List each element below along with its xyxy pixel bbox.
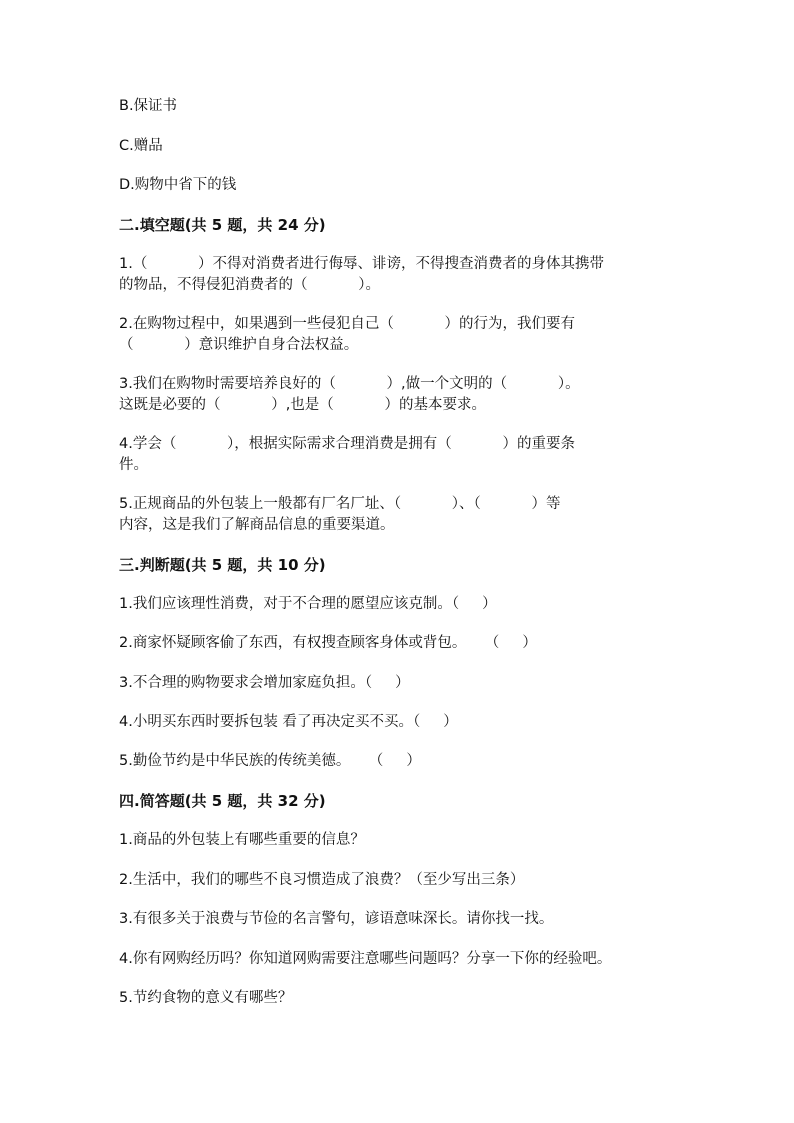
- section-heading-true-false: 三.判断题(共 5 题，共 10 分): [119, 556, 326, 574]
- fill-question-1-line-2: 的物品，不得侵犯消费者的（ ）。: [119, 277, 380, 293]
- short-question-4: 4.你有网购经历吗？你知道网购需要注意哪些问题吗？分享一下你的经验吧。: [119, 951, 612, 967]
- short-question-5: 5.节约食物的意义有哪些？: [119, 990, 293, 1006]
- fill-question-4-line-2: 件。: [119, 457, 148, 473]
- choice-option-d: D.购物中省下的钱: [119, 177, 237, 193]
- fill-question-5-line-2: 内容，这是我们了解商品信息的重要渠道。: [119, 517, 395, 533]
- judge-question-4: 4.小明买东西时要拆包装 看了再决定买不买。（ ）: [119, 714, 458, 730]
- section-heading-short-answer: 四.简答题(共 5 题，共 32 分): [119, 792, 326, 810]
- section-heading-fill-in: 二.填空题(共 5 题，共 24 分): [119, 216, 326, 234]
- fill-question-2-line-2: （ ）意识维护自身合法权益。: [119, 337, 359, 353]
- short-question-2: 2.生活中，我们的哪些不良习惯造成了浪费？（至少写出三条）: [119, 872, 525, 888]
- judge-question-1: 1.我们应该理性消费，对于不合理的愿望应该克制。（ ）: [119, 596, 497, 612]
- short-question-3: 3.有很多关于浪费与节俭的名言警句，谚语意味深长。请你找一找。: [119, 911, 554, 927]
- judge-question-2: 2.商家怀疑顾客偷了东西，有权搜查顾客身体或背包。 （ ）: [119, 635, 537, 651]
- choice-option-b: B.保证书: [119, 98, 178, 114]
- short-question-1: 1.商品的外包装上有哪些重要的信息？: [119, 832, 365, 848]
- fill-question-1-line-1: 1.（ ）不得对消费者进行侮辱、诽谤，不得搜查消费者的身体其携带: [119, 256, 605, 272]
- fill-question-3-line-1: 3.我们在购物时需要培养良好的（ ）,做一个文明的（ ）。: [119, 376, 580, 392]
- judge-question-3: 3.不合理的购物要求会增加家庭负担。（ ）: [119, 675, 410, 691]
- fill-question-4-line-1: 4.学会（ ），根据实际需求合理消费是拥有（ ）的重要条: [119, 436, 575, 452]
- fill-question-3-line-2: 这既是必要的（ ）,也是（ ）的基本要求。: [119, 397, 487, 413]
- choice-option-c: C.赠品: [119, 138, 163, 154]
- judge-question-5: 5.勤俭节约是中华民族的传统美德。 （ ）: [119, 753, 421, 769]
- fill-question-2-line-1: 2.在购物过程中，如果遇到一些侵犯自己（ ）的行为，我们要有: [119, 316, 576, 332]
- fill-question-5-line-1: 5.正规商品的外包装上一般都有厂名厂址、（ ）、（ ）等: [119, 496, 561, 512]
